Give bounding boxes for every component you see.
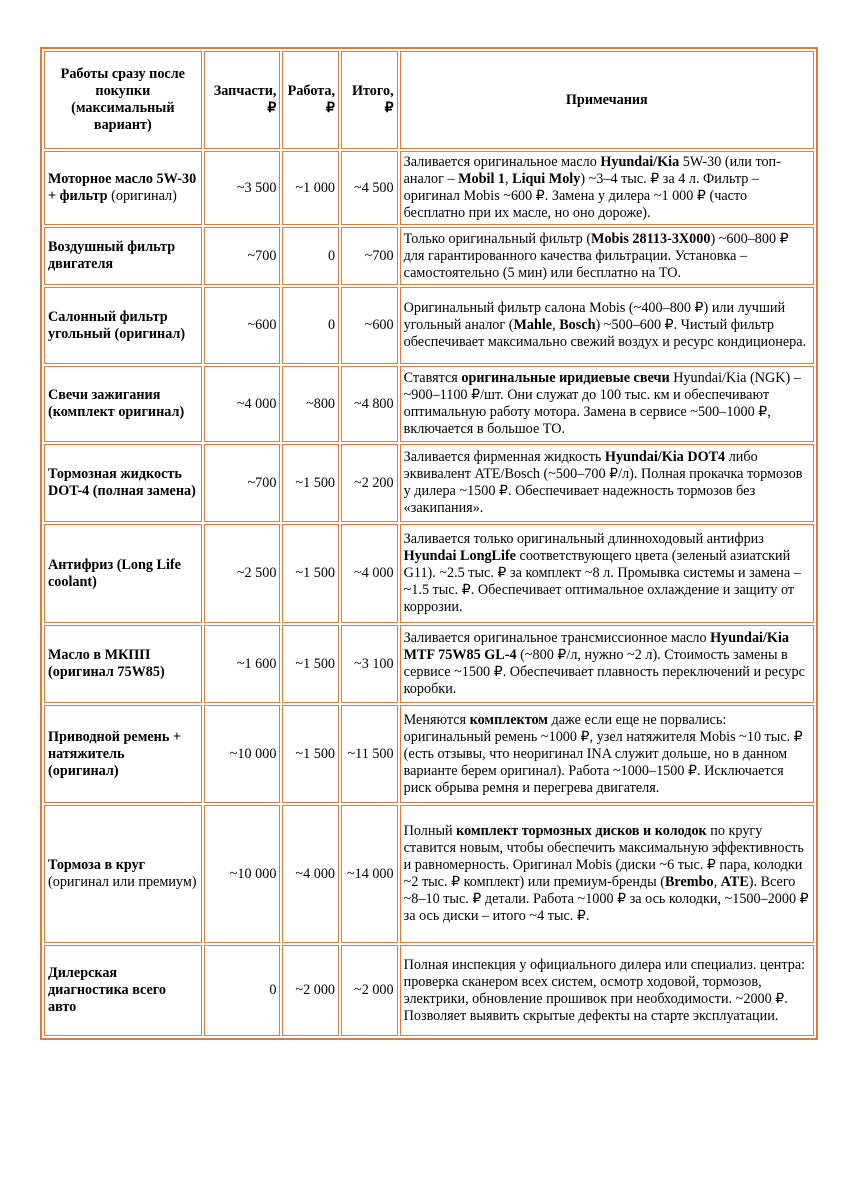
note-cell	[400, 444, 814, 522]
work-name: Тормозная жидкость DOT-4 (полная замена)	[48, 466, 196, 499]
note-cell	[400, 705, 814, 803]
note-bold-text: Hyundai/Kia MTF 75W85 GL-4	[403, 630, 789, 663]
work-name: Салонный фильтр угольный (оригинал)	[48, 308, 186, 342]
table-row	[44, 287, 814, 364]
labor-cost-cell: ~1 500	[282, 705, 339, 803]
note-bold-text: Liqui Moly	[512, 171, 581, 187]
labor-cost-cell: 0	[282, 287, 339, 364]
labor-cost-cell: ~4 000	[282, 805, 339, 943]
note-cell	[400, 287, 814, 364]
labor-cost-cell: ~1 000	[282, 151, 339, 225]
labor-cost-cell: ~1 500	[282, 444, 339, 522]
table-row	[44, 227, 814, 285]
header-notes: Примечания	[400, 51, 814, 149]
note-text: либо эквивалент ATE/Bosch (~500–700 ₽/л). Полная прокачка тормозов у дилера ~1500 ₽. Обеспечивает надежность тормозов без «закипания».	[403, 449, 803, 516]
total-cost-cell: ~11 500	[341, 705, 398, 803]
note-text: 5W-30 (или топ-аналог –	[403, 154, 781, 187]
total-cost-cell: ~4 800	[341, 366, 398, 442]
labor-cost-cell: ~2 000	[282, 945, 339, 1036]
note-text: ,	[552, 317, 560, 333]
note-cell	[400, 805, 814, 943]
note-cell	[400, 625, 814, 703]
header-labor: Работа, ₽	[282, 51, 339, 149]
note-bold-text: оригинальные иридиевые свечи	[461, 370, 670, 386]
work-name-cell	[44, 805, 202, 943]
work-name-cell	[44, 625, 202, 703]
parts-cost-cell: 0	[204, 945, 281, 1036]
total-cost-cell: ~700	[341, 227, 398, 285]
table-row	[44, 805, 814, 943]
note-text: соответствующего цвета (зеленый азиатский G11). ~2.5 тыс. ₽ за комплект ~8 л. Промывка системы и замена – ~1.5 тыс. ₽. Обеспечивает оптимальное охлаждение и защиту от коррозии.	[403, 548, 801, 615]
note-text: Оригинальный фильтр салона Mobis (~400–800 ₽) или лучший угольный аналог (	[403, 300, 786, 333]
maintenance-cost-sheet	[40, 47, 818, 1040]
note-cell	[400, 366, 814, 442]
total-cost-cell: ~2 000	[341, 945, 398, 1036]
total-cost-cell: ~14 000	[341, 805, 398, 943]
note-text: Полный	[403, 823, 457, 839]
table-row	[44, 444, 814, 522]
labor-cost-cell: ~1 500	[282, 524, 339, 623]
work-name-cell	[44, 227, 202, 285]
header-work: Работы сразу после покупки (максимальный вариант)	[44, 51, 202, 149]
note-text: Ставятся	[403, 370, 462, 386]
table-row	[44, 151, 814, 225]
table-row	[44, 945, 814, 1036]
labor-cost-cell: ~800	[282, 366, 339, 442]
note-bold-text: Hyundai LongLife	[403, 548, 516, 564]
note-text: Hyundai/Kia (NGK) – ~900–1100 ₽/шт. Они служат до 100 тыс. км и обеспечивают оптимальную работу мотора. Замена в сервисе ~500–1000 ₽, включается в большое ТО.	[403, 370, 801, 437]
note-text: Заливается оригинальное трансмиссионное масло	[403, 630, 711, 646]
note-cell	[400, 151, 814, 225]
labor-cost-cell: ~1 500	[282, 625, 339, 703]
note-text: Заливается только оригинальный длинноходовый антифриз	[403, 531, 764, 547]
note-bold-text: Hyundai/Kia	[600, 154, 680, 170]
note-bold-text: ATE	[720, 874, 749, 890]
work-name-cell	[44, 151, 202, 225]
note-text: (~800 ₽/л, нужно ~2 л). Стоимость замены в сервисе ~1500 ₽. Обеспечивает плавность переключений и ресурс коробки.	[403, 647, 805, 697]
work-name-cell	[44, 287, 202, 364]
note-text: Полная инспекция у официального дилера или специализ. центра: проверка сканером всех систем, осмотр ходовой, тормозов, электрики, обновление прошивок при необходимости. ~2000 ₽. Позволяет выявить скрытые дефекты на старте эксплуатации.	[403, 956, 806, 1024]
work-name: Антифриз (Long Life coolant)	[48, 556, 181, 590]
note-text: Заливается оригинальное масло	[403, 154, 601, 170]
work-name: Масло в МКПП (оригинал 75W85)	[48, 647, 165, 680]
work-name: Приводной ремень + натяжитель (оригинал)	[48, 728, 181, 779]
note-cell	[400, 945, 814, 1036]
note-text: ,	[713, 874, 721, 890]
work-name: Дилерская диагностика всего авто	[48, 965, 166, 1015]
note-text: ) ~500–600 ₽. Чистый фильтр обеспечивает максимально свежий воздух и ресурс кондиционера.	[403, 317, 807, 350]
work-name-cell	[44, 444, 202, 522]
note-bold-text: Mobil 1	[458, 171, 506, 187]
parts-cost-cell: ~700	[204, 227, 281, 285]
work-name-cell	[44, 366, 202, 442]
table-row	[44, 366, 814, 442]
table-row	[44, 625, 814, 703]
work-name-extra: (оригинал)	[107, 188, 177, 204]
parts-cost-cell: ~10 000	[204, 705, 281, 803]
note-text: Только оригинальный фильтр (	[403, 230, 592, 247]
table-row	[44, 524, 814, 623]
note-text: Меняются	[403, 711, 470, 728]
labor-cost-cell: 0	[282, 227, 339, 285]
total-cost-cell: ~4 500	[341, 151, 398, 225]
parts-cost-cell: ~4 000	[204, 366, 281, 442]
header-parts: Запчасти, ₽	[204, 51, 281, 149]
note-bold-text: Mobis 28113-3X000	[591, 230, 711, 247]
work-name-cell	[44, 524, 202, 623]
note-text: ,	[505, 171, 513, 187]
note-text: ). Всего ~8–10 тыс. ₽ детали. Работа ~1000 ₽ за ось колодки, ~1500–2000 ₽ за ось диски – итого ~4 тыс. ₽.	[403, 874, 809, 924]
header-row	[44, 51, 814, 149]
parts-cost-cell: ~600	[204, 287, 281, 364]
note-bold-text: Brembo	[664, 874, 714, 890]
parts-cost-cell: ~700	[204, 444, 281, 522]
work-name: Свечи зажигания (комплект оригинал)	[48, 387, 185, 420]
table-row	[44, 705, 814, 803]
parts-cost-cell: ~2 500	[204, 524, 281, 623]
work-name-cell	[44, 705, 202, 803]
note-text: даже если еще не порвались: оригинальный ремень ~1000 ₽, узел натяжителя Mobis ~10 тыс. ₽ (есть отзывы, что неоригинал INA служит дольше, но в данном варианте берем оригинал). Работа ~1000–1500 ₽. Исключается риск обрыва ремня и перегрева двигателя.	[403, 711, 803, 796]
total-cost-cell: ~2 200	[341, 444, 398, 522]
note-bold-text: Hyundai/Kia DOT4	[604, 449, 726, 465]
note-bold-text: комплектом	[469, 711, 548, 728]
parts-cost-cell: ~10 000	[204, 805, 281, 943]
total-cost-cell: ~4 000	[341, 524, 398, 623]
work-name: Тормоза в круг	[48, 857, 146, 873]
parts-cost-cell: ~1 600	[204, 625, 281, 703]
total-cost-cell: ~600	[341, 287, 398, 364]
header-total: Итого, ₽	[341, 51, 398, 149]
work-name-extra: (оригинал или премиум)	[48, 874, 197, 890]
note-text: ) ~3–4 тыс. ₽ за 4 л. Фильтр – оригинал Mobis ~600 ₽. Замена у дилера ~1 000 ₽ (часто бесплатно при их масле, но оно дороже).	[403, 171, 759, 221]
note-bold-text: Bosch	[559, 317, 596, 333]
note-bold-text: комплект тормозных дисков и колодок	[456, 823, 707, 839]
work-name: Воздушный фильтр двигателя	[48, 239, 176, 272]
work-name: Моторное масло 5W-30 + фильтр	[48, 171, 197, 204]
note-text: по кругу ставится новым, чтобы обеспечить максимальную эффективность и равномерность. Оригинал Mobis (диски ~6 тыс. ₽ пара, колодки ~2 тыс. ₽ комплект) или премиум-бренды (	[403, 823, 804, 890]
note-text: ) ~600–800 ₽ для гарантированного качества фильтрации. Установка – самостоятельно (5 мин) или бесплатно на ТО.	[403, 230, 789, 281]
work-name-cell	[44, 945, 202, 1036]
note-text: Заливается фирменная жидкость	[403, 449, 605, 465]
maintenance-table	[40, 47, 818, 1040]
note-cell	[400, 227, 814, 285]
note-bold-text: Mahle	[513, 317, 553, 333]
parts-cost-cell: ~3 500	[204, 151, 281, 225]
note-cell	[400, 524, 814, 623]
total-cost-cell: ~3 100	[341, 625, 398, 703]
